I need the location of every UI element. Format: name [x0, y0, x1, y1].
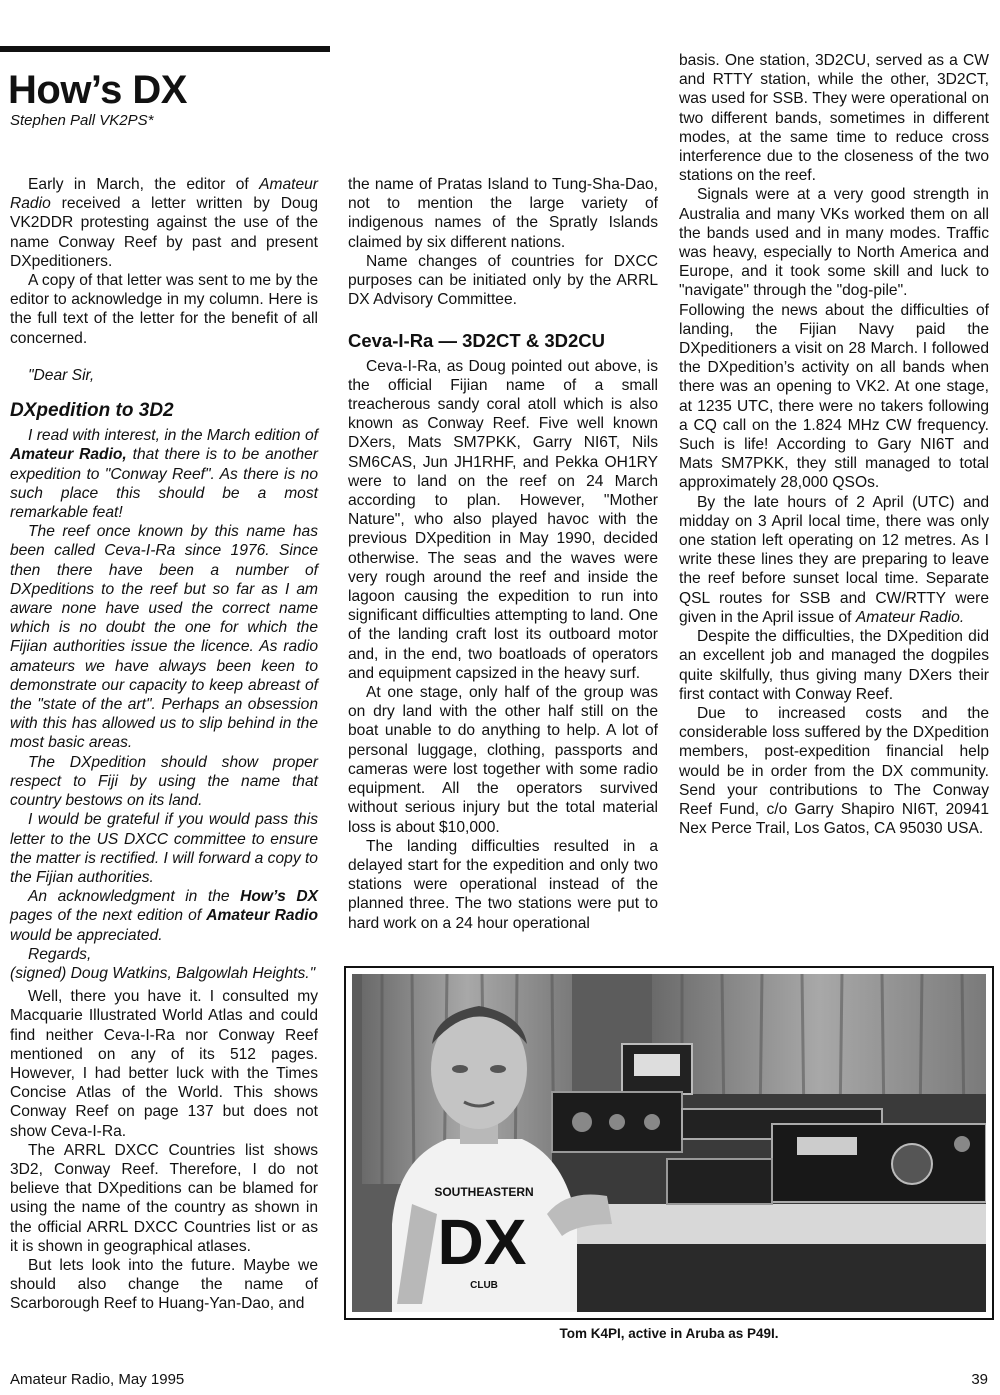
article-title: How’s DX: [8, 68, 187, 112]
letter-paragraph: I would be grateful if you would pass this letter to the US DXCC committee to ensure the matter is rectified. I will forward a copy to the Fijian authorities.: [10, 811, 318, 886]
letter-subheading: DXpedition to 3D2: [10, 400, 174, 422]
footer-page-number: 39: [971, 1371, 988, 1388]
paragraph: Early in March, the editor of Amateur Radio received a letter written by Doug VK2DDR protesting against the use of the name Conway Reef by past and present DXpeditioners.: [10, 176, 318, 270]
paragraph: A copy of that letter was sent to me by the editor to acknowledge in my column. Here is the full text of the letter for the benefit of all concerned.: [10, 272, 318, 347]
photo-radio-operator: [352, 974, 986, 1312]
paragraph: the name of Pratas Island to Tung-Sha-Dao, not to mention the large variety of indigenous names of the Spratly Islands claimed by six different nations.: [348, 176, 658, 251]
letter-paragraph: I read with interest, in the March edition of Amateur Radio, that there is to be another expedition to "Conway Reef". As there is no such place this should be a most remarkable feat!: [10, 427, 319, 522]
paragraph: The landing difficulties resulted in a delayed start for the expedition and only two stations were operational instead of the planned three. The two stations were put to hard work on a 24 hour operational: [348, 837, 658, 932]
paragraph: By the late hours of 2 April (UTC) and midday on 3 April local time, there was only one station left operating on 12 metres. As I write these lines they are preparing to leave the reef before sunset local time. Separate QSL routes for SSB and CW/RTTY were given in the April issue of Amateur Radio.: [679, 493, 989, 626]
paragraph: Due to increased costs and the considerable loss suffered by the DXpedition members, post-expedition financial help would be in order from the DX community. Send your contributions to The Conway Reef Fund, c/o Garry Shapiro NI6T, 20941 Nex Perce Trail, Los Gatos, CA 95030 USA.: [679, 704, 989, 838]
column-2: [348, 175, 658, 933]
column-3: [679, 51, 989, 838]
letter-paragraph: The DXpedition should show proper respect to Fiji by using the name that country bestows on its land.: [10, 753, 318, 810]
paragraph: Despite the difficulties, the DXpedition did an excellent job and managed the dogpiles quite skilfully, thus giving many DXers their first contact with Conway Reef.: [679, 628, 989, 703]
section-heading: Ceva-I-Ra — 3D2CT & 3D2CU: [348, 330, 606, 352]
paragraph: At one stage, only half of the group was on dry land with the other half still on the boat unable to do anything to help. A lot of personal luggage, clothing, passports and cameras were lost together with some radio equipment. All the operators survived without serious injury but the total material loss is about $10,000.: [348, 684, 658, 836]
shirt-text-top: SOUTHEASTERN: [434, 1185, 534, 1199]
column-1: [10, 175, 318, 1314]
letter-regards: Regards,: [28, 945, 92, 963]
article-byline: Stephen Pall VK2PS*: [10, 112, 154, 129]
paragraph: Name changes of countries for DXCC purposes can be initiated only by the ARRL DX Advisory Committee.: [348, 252, 658, 309]
paragraph: Signals were at a very good strength in Australia and many VKs worked them on all the bands used and in many modes. Traffic was heavy, especially to North America and Europe, and it took some skill and luck to "navigate" through the "dog-pile".: [679, 186, 989, 300]
photo-caption: Tom K4PI, active in Aruba as P49I.: [559, 1326, 779, 1341]
paragraph: Ceva-I-Ra, as Doug pointed out above, is the official Fijian name of a small treacherous sandy coral atoll which is also known as Conway Reef. Five well known DXers, Mats SM7PKK, Garry NI6T, Nils SM6CAS, Jun JH1RHF, and Pekka OH1RY were to land on the reef on 24 March according to plan. However, "Mother Nature", who also played havoc with the previous DXpedition in May 1990, decided otherwise. The seas and the waves were very rough around the reef and inside the lagoon causing the expedition to run into significant difficulties attempting to land. One of the landing craft lost its outboard motor and, in the end, two boatloads of operators and equipment capsized in the heavy surf.: [348, 357, 658, 682]
letter-paragraph: An acknowledgment in the How’s DX pages of the next edition of Amateur Radio would be appreciated.: [10, 888, 318, 944]
shirt-text-bottom: CLUB: [470, 1280, 498, 1291]
paragraph: But lets look into the future. Maybe we should also change the name of Scarborough Reef to Huang-Yan-Dao, and: [10, 1256, 318, 1313]
letter-salutation: "Dear Sir,: [28, 366, 95, 384]
paragraph: basis. One station, 3D2CU, served as a CW and RTTY station, while the other, 3D2CT, was used for SSB. They were operational on two different bands, sometimes in different modes, at the same time to reduce cross interference due to the closeness of the two stations on the reef.: [679, 52, 989, 185]
header-rule: [0, 46, 330, 52]
footer-publication: Amateur Radio, May 1995: [10, 1371, 185, 1388]
paragraph: The ARRL DXCC Countries list shows 3D2, Conway Reef. Therefore, I do not believe that DXpeditions can be blamed for using the name of the country as shown in the official ARRL DXCC Countries list or as it is shown in geographical atlases.: [10, 1141, 318, 1255]
paragraph: Following the news about the difficulties of landing, the Fijian Navy paid the DXpeditioners a visit on 28 March. I followed the DXpedition’s activity on all bands when there was an opening to VK2. At one stage, at 1235 UTC, there were no takers following a CQ call on the 1.824 MHz CW frequency. Such is life! According to Gary NI6T and Mats SM7PKK, they still managed to total approximately 28,000 QSOs.: [679, 301, 989, 492]
photo-frame: [344, 966, 994, 1320]
paragraph: Well, there you have it. I consulted my Macquarie Illustrated World Atlas and could find neither Ceva-I-Ra nor Conway Reef mentioned on any of its 512 pages. However, I had better luck with the Times Concise Atlas of the World. This shows Conway Reef on page 137 but does not show Ceva-I-Ra.: [10, 988, 318, 1140]
shirt-text-dx: DX: [437, 1206, 527, 1278]
letter-signature: (signed) Doug Watkins, Balgowlah Heights.": [10, 964, 316, 982]
letter-paragraph: The reef once known by this name has been called Ceva-I-Ra since 1976. Since then there have been a number of DXpeditions to the reef but so far as I am aware none have used the correct name which is no doubt the one for which the Fijian authorities issue the licence. As radio amateurs we have always been keen to demonstrate our capacity to keep abreast of the "state of the art". Perhaps an obsession with this has allowed us to slip behind in the most basic areas.: [10, 523, 318, 752]
